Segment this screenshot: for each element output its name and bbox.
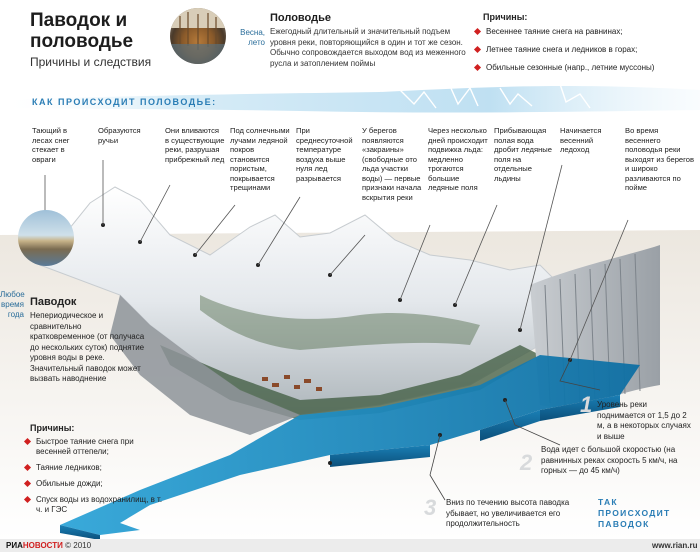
polovodye-title: Половодье	[270, 12, 331, 24]
autumn-lake-photo	[170, 8, 226, 64]
pavodok-cause-item: Быстрое таяние снега при весенней оттепели;	[24, 437, 164, 457]
pavodok-cause-item: Таяние ледников;	[24, 463, 164, 473]
page-title: Паводок и половодье	[30, 10, 134, 52]
step-9: Начинается весенний ледоход	[560, 126, 602, 154]
how-polovodye-label: КАК ПРОИСХОДИТ ПОЛОВОДЬЕ:	[32, 97, 217, 107]
causes-list	[474, 27, 700, 81]
cause-item: Весеннее таяние снега на равнинах;	[474, 27, 700, 37]
pavodok-title: Паводок	[30, 296, 77, 308]
pavodok-cause-item: Обильные дожди;	[24, 479, 164, 489]
stage-3-text: Вниз по течению высота паводка убывает, но увеличивается его продолжительность	[446, 498, 570, 528]
how-pavodok-label: ТАК ПРОИСХОДИТ ПАВОДОК	[598, 497, 671, 529]
stage-3-number: 3	[424, 495, 437, 520]
site-link[interactable]: www.rian.ru	[652, 541, 698, 550]
step-8: Прибывающая полая вода дробит ледяные поля на отдельные льдины	[494, 126, 552, 183]
polovodye-description: Ежегодный длительный и значительный подъем уровня реки, повторяющийся в один и тот же сезон. Обычно сопровождается выходом вод из меженного русла и затоплением поймы	[270, 27, 466, 68]
pavodok-season: Любое время года	[0, 290, 25, 319]
step-1: Тающий в лесах снег стекает в овраги	[32, 126, 70, 164]
stage-1-text: Уровень реки поднимается от 1,5 до 2 м, а в некоторых случаях и выше	[597, 400, 691, 441]
stage-2-text: Вода идет с большой скоростью (на равнинных реках скорость 5 км/ч, на горных — до 45 км/ч)	[541, 445, 678, 475]
step-4: Под солнечными лучами ледяной покров становится пористым, покрывается трещинами	[230, 126, 290, 192]
ria-novosti-logo: РИАНОВОСТИ © 2010	[6, 541, 92, 550]
cause-item: Летнее таяние снега и ледников в горах;	[474, 45, 700, 55]
step-3: Они вливаются в существующие реки, разрушая прибрежный лед	[165, 126, 225, 164]
step-10: Во время весеннего половодья реки выходят из берегов и широко разливаются по пойме	[625, 126, 695, 192]
stage-1-number: 1	[580, 392, 593, 417]
footer-bar	[0, 539, 700, 552]
page-subtitle: Причины и следствия	[30, 55, 152, 69]
pavodok-cause-item: Спуск воды из водохранилищ, в т. ч. и ГЭС	[24, 495, 164, 515]
pavodok-causes-title: Причины:	[30, 423, 75, 433]
pavodok-description: Непериодическое и сравнительно кратковременное (от получаса до нескольких суток) поднятие уровня воды в реке. Значительный паводок может вызвать наводнение	[30, 311, 145, 383]
cause-item: Обильные сезонные (напр., летние муссоны)	[474, 63, 700, 73]
step-5: При среднесуточной температуре воздуха выше нуля лед разрывается	[296, 126, 353, 183]
step-2: Образуются ручьи	[98, 126, 141, 145]
polovodye-season: Весна, лето	[240, 28, 265, 47]
step-7: Через несколько дней происходит подвижка льда: медленно трогаются большие ледяные поля	[428, 126, 488, 192]
pavodok-causes-list	[24, 437, 164, 521]
causes-title: Причины:	[483, 12, 528, 22]
stage-2-number: 2	[520, 450, 533, 475]
step-6: У берегов появляются «закраины» (свободные ото льда участки воды) — первые признаки начала вскрытия реки	[362, 126, 422, 202]
flooded-town-photo	[18, 210, 74, 266]
